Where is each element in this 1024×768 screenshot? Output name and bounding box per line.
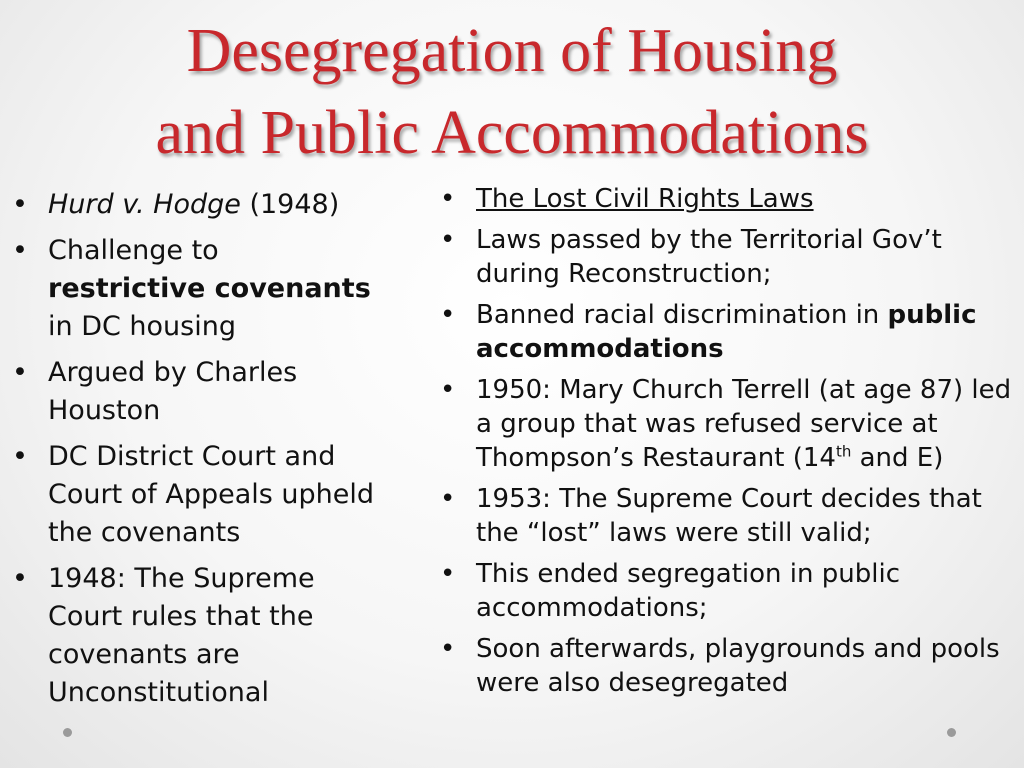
list-item: • Argued by Charles Houston	[0, 354, 380, 430]
list-item: • Soon afterwards, playgrounds and pools were also desegregated	[438, 632, 1018, 700]
list-item-text: 1950: Mary Church Terrell (at age 87) led a group that was refused service at Thompson’s Restaurant (14	[476, 375, 1012, 473]
slide-title-line-1: Desegregation of Housing	[186, 17, 838, 85]
list-item-text: in DC housing	[48, 311, 236, 342]
list-item	[438, 182, 1018, 216]
decorative-dot-left	[63, 728, 72, 737]
list-item-text: Banned racial discrimination in	[476, 300, 888, 330]
case-name: Hurd v. Hodge	[48, 189, 241, 220]
list-item: • DC District Court and Court of Appeals upheld the covenants	[0, 438, 380, 552]
list-item-text: and E)	[851, 443, 944, 473]
slide-title	[0, 10, 1024, 174]
list-item: • This ended segregation in public accommodations;	[438, 557, 1018, 625]
superscript: th	[835, 442, 852, 461]
section-heading: The Lost Civil Rights Laws	[476, 184, 814, 214]
right-bullet-list	[438, 182, 1018, 707]
list-item	[438, 373, 1018, 475]
slide-title-line-2: and Public Accommodations	[155, 99, 869, 167]
list-item: • 1948: The Supreme Court rules that the covenants are Unconstitutional	[0, 560, 380, 712]
case-year: (1948)	[240, 189, 340, 220]
bold-term: restrictive covenants	[48, 273, 371, 304]
list-item: • Laws passed by the Territorial Gov’t during Reconstruction;	[438, 223, 1018, 291]
decorative-dot-right	[947, 728, 956, 737]
bold-term: public accommodations	[476, 300, 977, 364]
list-item	[0, 232, 380, 346]
left-bullet-list	[0, 186, 380, 720]
list-item: • 1953: The Supreme Court decides that the “lost” laws were still valid;	[438, 482, 1018, 550]
list-item-text: Challenge to	[48, 235, 219, 266]
list-item	[0, 186, 380, 224]
list-item	[438, 298, 1018, 366]
